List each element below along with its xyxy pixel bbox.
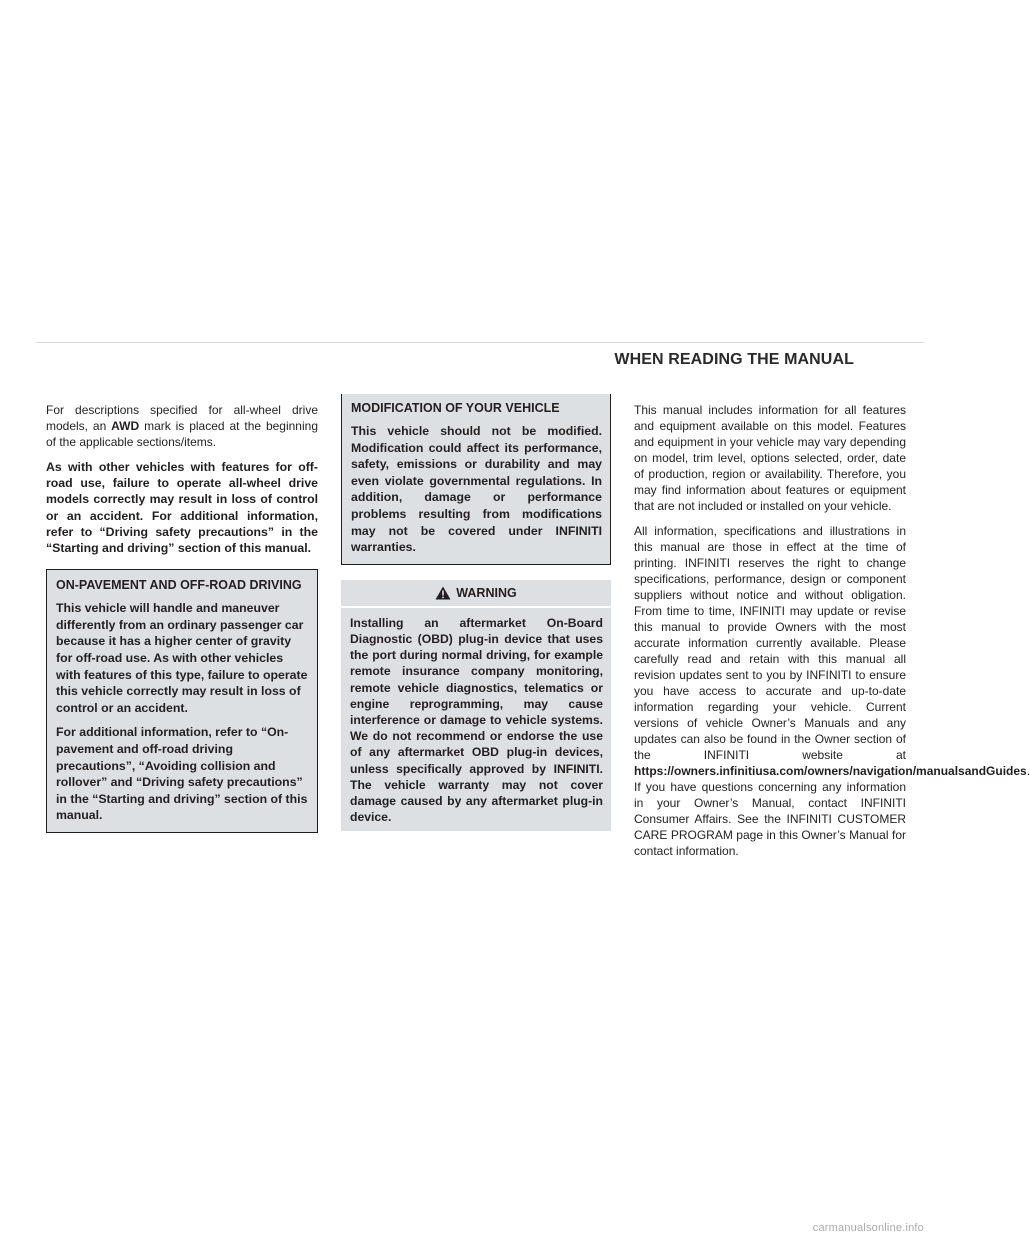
box-paragraph: This vehicle should not be modified. Modification could affect its performance, safety, emissions or durability and may even violate governmental regulations. In addition, damage or performance problems resulting from modifications may not be covered under INFINITI warranties.	[351, 424, 602, 555]
awd-intro-paragraph: For descriptions specified for all-wheel drive models, an AWD mark is placed at the beginning of the applicable sections/items.	[46, 403, 318, 449]
features-paragraph: This manual includes information for all features and equipment available on this model. Features and equipment in your vehicle may vary depending on model, trim level, options selected, order, date of production, region or availability. Therefore, you may find information about features or equipment that are not included or installed on your vehicle.	[634, 403, 906, 513]
owners-website-link[interactable]: https://owners.infinitiusa.com/owners/navigation/manualsandGuides	[634, 764, 1027, 778]
warning-box	[341, 580, 611, 832]
modification-box	[341, 394, 611, 565]
warning-text: Installing an aftermarket On-Board Diagnostic (OBD) plug-in device that uses the port during normal driving, for example remote insurance company monitoring, remote vehicle diagnostics, telematics or engine reprogramming, may cause interference or damage to vehicle systems. We do not recommend or endorse the use of any aftermarket OBD plug-in devices, unless specifically approved by INFINITI. The vehicle warranty may not cover damage caused by any aftermarket plug-in device.	[350, 615, 603, 825]
column-middle	[341, 402, 611, 831]
section-title: WHEN READING THE MANUAL	[614, 351, 854, 368]
box-paragraph: For additional information, refer to “On-pavement and off-road driving precautions”, “Avoiding collision and rollover” and “Driving safety precautions” in the “Starting and driving” section of this manual.	[56, 725, 308, 823]
on-pavement-offroad-box	[46, 569, 318, 833]
warning-triangle-icon	[435, 586, 451, 600]
watermark: carmanualsonline.info	[812, 1222, 924, 1234]
column-left	[46, 402, 318, 833]
warning-header	[341, 580, 611, 606]
header-rule	[36, 342, 924, 343]
box-title: MODIFICATION OF YOUR VEHICLE	[351, 401, 560, 415]
awd-mark: AWD	[111, 419, 140, 433]
box-paragraph: This vehicle will handle and maneuver differently from an ordinary passenger car because it has a higher center of gravity for off-road use. As with other vehicles with features of this type, failure to operate this vehicle correctly may result in loss of control or an accident.	[56, 601, 308, 715]
warning-body	[341, 606, 611, 832]
warning-label: WARNING	[456, 585, 517, 600]
offroad-caution-paragraph: As with other vehicles with features for off-road use, failure to operate all-wheel drive models correctly may result in loss of control or an accident. For additional information, refer to “Driving safety precautions” in the “Starting and driving” section of this manual.	[46, 460, 318, 556]
information-paragraph: All information, specifications and illustrations in this manual are those in effect at the time of printing. INFINITI reserves the right to change specifications, performance, design or component suppliers without notice and without obligation. From time to time, INFINITI may update or revise this manual to provide Owners with the most accurate information currently available. Please carefully read and retain with this manual all revision updates sent to you by INFINITI to ensure you have access to accurate and up-to-date information regarding your vehicle. Current versions of vehicle Owner’s Manuals and any updates can also be found in the Owner section of the INFINITI website at https://owners.infinitiusa.com/owners/navigation/manualsandGuides. If you have questions concerning any information in your Owner’s Manual, contact INFINITI Consumer Affairs. See the INFINITI CUSTOMER CARE PROGRAM page in this Owner’s Manual for contact information.	[634, 524, 1030, 858]
column-right	[634, 402, 1030, 868]
box-title: ON-PAVEMENT AND OFF-ROAD DRIVING	[56, 578, 302, 593]
